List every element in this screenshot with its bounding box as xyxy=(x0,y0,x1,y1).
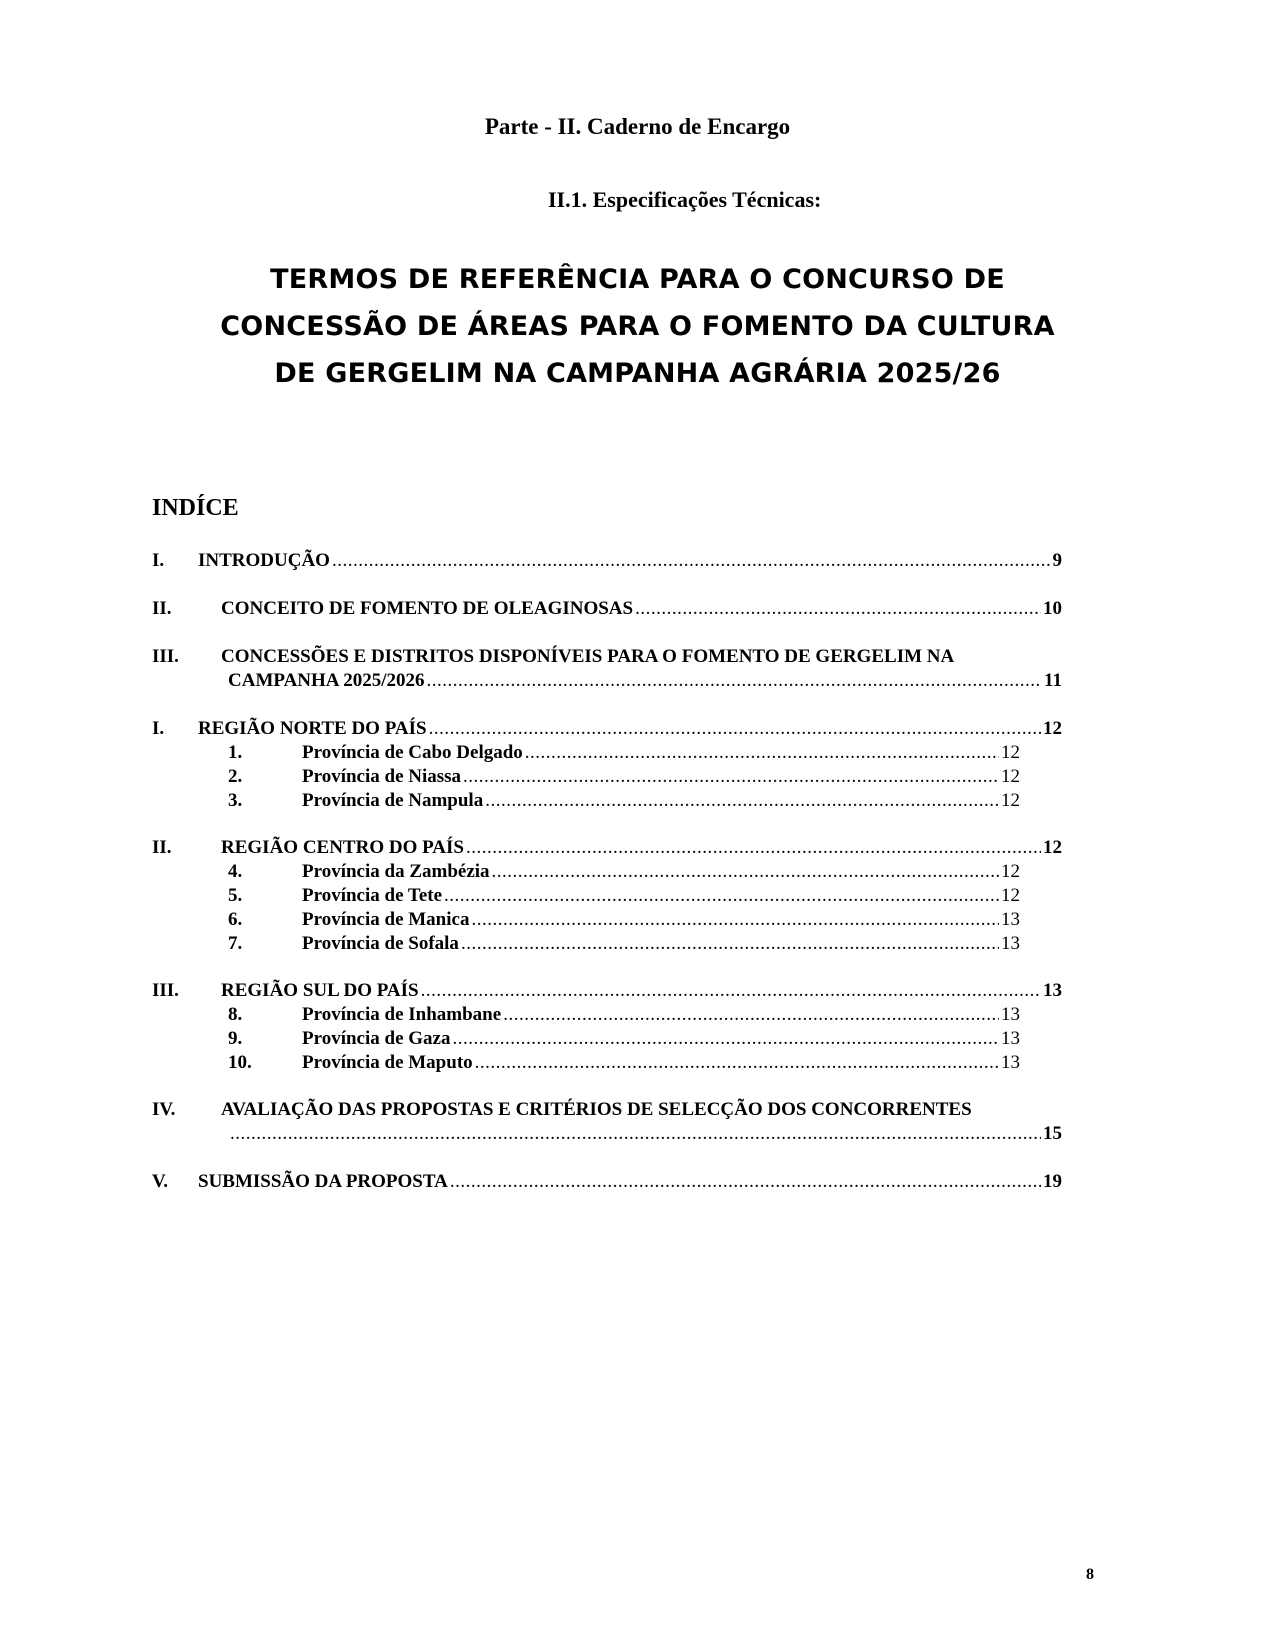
toc-entry-label: REGIÃO NORTE DO PAÍS xyxy=(198,718,427,739)
toc-entry-page: 12 xyxy=(1001,861,1020,882)
toc-entry-avaliacao[interactable] xyxy=(152,1099,1062,1123)
toc-entry-label: Província de Gaza xyxy=(302,1028,451,1049)
title-line-3: DE GERGELIM NA CAMPANHA AGRÁRIA 2025/26 xyxy=(274,358,1001,389)
toc-entry-number: II. xyxy=(152,837,172,858)
toc-entry-avaliacao-cont[interactable] xyxy=(228,1123,1062,1147)
toc-entry-number: 5. xyxy=(228,885,243,906)
toc-entry-label: REGIÃO CENTRO DO PAÍS xyxy=(221,837,464,858)
toc-entry-number: 7. xyxy=(228,933,243,954)
toc-entry-page: 13 xyxy=(1043,980,1062,1001)
toc-entry-page: 13 xyxy=(1001,1028,1020,1049)
toc-entry-number: 3. xyxy=(228,790,243,811)
toc-entry-label: CONCEITO DE FOMENTO DE OLEAGINOSAS xyxy=(221,598,634,619)
toc-leader xyxy=(635,598,1041,620)
toc-leader xyxy=(525,742,999,764)
toc-entry-number: 4. xyxy=(228,861,243,882)
toc-leader xyxy=(485,790,999,812)
toc-leader xyxy=(471,909,999,931)
toc-entry-concessoes-cont[interactable] xyxy=(228,670,1062,694)
toc-entry-number: III. xyxy=(152,646,179,667)
toc-subentry-sofala[interactable] xyxy=(228,933,1020,957)
toc-entry-page: 12 xyxy=(1001,790,1020,811)
toc-subentry-niassa[interactable] xyxy=(228,766,1020,790)
toc-entry-page: 12 xyxy=(1043,718,1062,739)
toc-entry-label: Província de Inhambane xyxy=(302,1004,502,1025)
toc-entry-label: Província da Zambézia xyxy=(302,861,490,882)
toc-leader xyxy=(463,766,999,788)
toc-entry-number: 2. xyxy=(228,766,243,787)
toc-entry-label: SUBMISSÃO DA PROPOSTA xyxy=(198,1171,448,1192)
toc-entry-label: Província de Manica xyxy=(302,909,470,930)
toc-leader xyxy=(421,980,1041,1002)
toc-leader xyxy=(461,933,999,955)
title-line-2: CONCESSÃO DE ÁREAS PARA O FOMENTO DA CULTURA xyxy=(220,311,1055,342)
toc-subentry-gaza[interactable] xyxy=(228,1028,1020,1052)
toc-leader xyxy=(230,1123,1041,1145)
toc-entry-label: Província de Cabo Delgado xyxy=(302,742,523,763)
toc-entry-page: 13 xyxy=(1001,1004,1020,1025)
toc-subentry-manica[interactable] xyxy=(228,909,1020,933)
toc-entry-number: 1. xyxy=(228,742,243,763)
toc-entry-label: INTRODUÇÃO xyxy=(198,550,330,571)
toc-entry-label: CONCESSÕES E DISTRITOS DISPONÍVEIS PARA O FOMENTO DE GERGELIM NA xyxy=(221,646,955,667)
toc-entry-number: 10. xyxy=(228,1052,252,1073)
toc-heading: INDÍCE xyxy=(152,495,239,521)
toc-entry-number: I. xyxy=(152,718,165,739)
toc-entry-number: II. xyxy=(152,598,172,619)
toc-entry-page: 9 xyxy=(1052,550,1062,571)
toc-entry-concessoes[interactable] xyxy=(152,646,1062,670)
toc-entry-label: Província de Sofala xyxy=(302,933,459,954)
toc-entry-label: Província de Nampula xyxy=(302,790,484,811)
toc-entry-regiao-centro[interactable] xyxy=(152,837,1062,861)
toc-entry-conceito[interactable] xyxy=(152,598,1062,622)
toc-leader xyxy=(503,1004,999,1026)
toc-leader xyxy=(475,1052,999,1074)
toc-entry-page: 19 xyxy=(1043,1171,1062,1192)
toc-subentry-nampula[interactable] xyxy=(228,790,1020,814)
toc-entry-page: 13 xyxy=(1001,1052,1020,1073)
toc-entry-number: I. xyxy=(152,550,165,571)
toc-subentry-zambezia[interactable] xyxy=(228,861,1020,885)
toc-entry-page: 15 xyxy=(1043,1123,1062,1144)
toc-entry-label: AVALIAÇÃO DAS PROPOSTAS E CRITÉRIOS DE SELECÇÃO DOS CONCORRENTES xyxy=(221,1099,972,1120)
toc-leader xyxy=(466,837,1041,859)
toc-entry-introducao[interactable] xyxy=(152,550,1062,574)
toc-entry-number: 8. xyxy=(228,1004,243,1025)
toc-leader xyxy=(429,718,1041,740)
toc-entry-page: 11 xyxy=(1044,670,1062,691)
toc-leader xyxy=(427,670,1043,692)
toc-leader xyxy=(452,1028,999,1050)
toc-entry-regiao-norte[interactable] xyxy=(152,718,1062,742)
toc-entry-submissao[interactable] xyxy=(152,1171,1062,1195)
toc-leader xyxy=(492,861,999,883)
toc-entry-regiao-sul[interactable] xyxy=(152,980,1062,1004)
toc-leader xyxy=(444,885,999,907)
toc-subentry-tete[interactable] xyxy=(228,885,1020,909)
toc-entry-number: V. xyxy=(152,1171,169,1192)
toc-subentry-cabo-delgado[interactable] xyxy=(228,742,1020,766)
toc-entry-page: 13 xyxy=(1001,909,1020,930)
toc-entry-page: 12 xyxy=(1001,885,1020,906)
title-line-1: TERMOS DE REFERÊNCIA PARA O CONCURSO DE xyxy=(270,264,1005,295)
toc-entry-page: 10 xyxy=(1043,598,1062,619)
toc-subentry-maputo[interactable] xyxy=(228,1052,1020,1076)
toc-leader xyxy=(450,1171,1041,1193)
toc-entry-number: 9. xyxy=(228,1028,243,1049)
toc-entry-label-cont: CAMPANHA 2025/2026 xyxy=(228,670,425,691)
toc-entry-label: REGIÃO SUL DO PAÍS xyxy=(221,980,419,1001)
toc-entry-number: IV. xyxy=(152,1099,176,1120)
toc-entry-label: Província de Niassa xyxy=(302,766,462,787)
toc-entry-number: III. xyxy=(152,980,179,1001)
toc-subentry-inhambane[interactable] xyxy=(228,1004,1020,1028)
spec-heading: II.1. Especificações Técnicas: xyxy=(548,187,822,212)
toc-entry-number: 6. xyxy=(228,909,243,930)
toc-entry-page: 12 xyxy=(1043,837,1062,858)
part-heading: Parte - II. Caderno de Encargo xyxy=(484,114,791,139)
toc-leader xyxy=(332,550,1051,572)
toc-entry-page: 13 xyxy=(1001,933,1020,954)
toc-entry-page: 12 xyxy=(1001,766,1020,787)
document-title xyxy=(0,256,1275,397)
toc-entry-label: Província de Tete xyxy=(302,885,443,906)
toc-entry-label: Província de Maputo xyxy=(302,1052,473,1073)
page-number: 8 xyxy=(1086,1566,1094,1583)
toc-entry-page: 12 xyxy=(1001,742,1020,763)
